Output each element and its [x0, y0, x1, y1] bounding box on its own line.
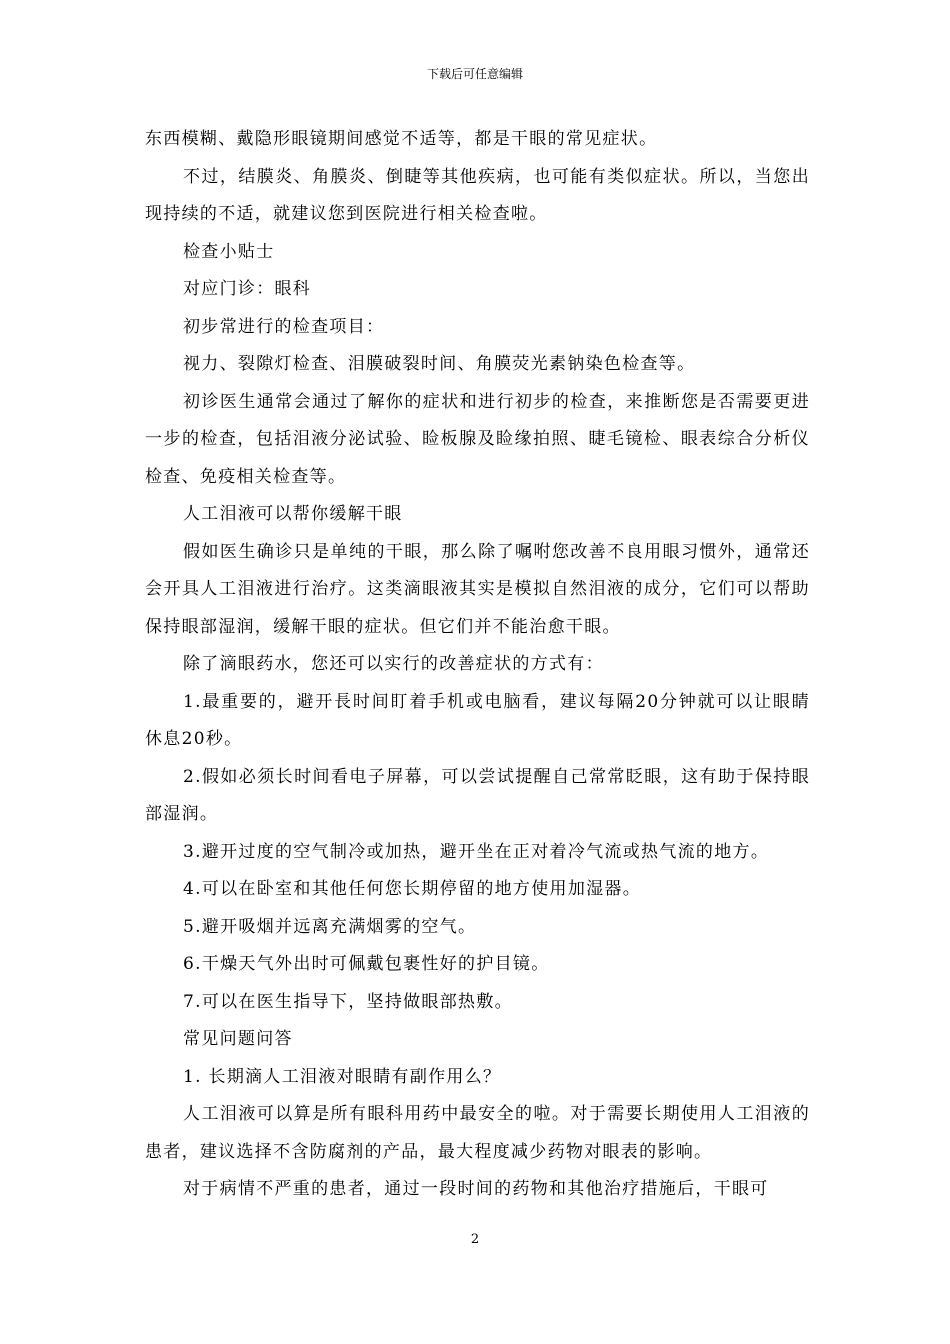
- page-number: 2: [470, 1232, 480, 1247]
- paragraph: 对应门诊：眼科: [183, 279, 312, 299]
- list-item: 3.避开过度的空气制冷或加热，避开坐在正对着冷气流或热气流的地方。: [183, 841, 770, 862]
- section-heading: 常见问题问答: [183, 1029, 293, 1049]
- paragraph: 初诊医生通常会通过了解你的症状和进行初步的检查，来推断您是否需要更进一步的检查，包括泪液分泌试验、睑板腺及睑缘拍照、睫毛镜检、眼表综合分析仪检查、免疫相关检查等。: [145, 391, 810, 487]
- list-item: 1.最重要的，避开長时间盯着手机或电脑看，建议每隔20分钟就可以让眼睛休息20秒。: [145, 691, 810, 749]
- section-heading: 检查小贴士: [183, 241, 275, 262]
- list-item: 5.避开吸烟并远离充满烟雾的空气。: [183, 916, 477, 937]
- paragraph: 人工泪液可以算是所有眼科用药中最安全的啦。对于需要长期使用人工泪液的患者，建议选择不含防腐剂的产品，最大程度减少药物对眼表的影响。: [145, 1104, 810, 1162]
- page-header: 下载后可任意编辑: [426, 67, 523, 81]
- paragraph: 不过，结膜炎、角膜炎、倒睫等其他疾病，也可能有类似症状。所以，当您出现持续的不适，就建议您到医院进行相关检查啦。: [145, 166, 810, 224]
- paragraph: 对于病情不严重的患者，通过一段时间的药物和其他治疗措施后，干眼可: [183, 1179, 769, 1199]
- list-item: 7.可以在医生指导下，坚持做眼部热敷。: [183, 991, 513, 1012]
- question: 1. 长期滴人工泪液对眼睛有副作用么？: [183, 1066, 502, 1087]
- paragraph: 假如医生确诊只是单纯的干眼，那么除了嘱咐您改善不良用眼习惯外，通常还会开具人工泪液进行治疗。这类滴眼液其实是模拟自然泪液的成分，它们可以帮助保持眼部湿润，缓解干眼的症状。但它们并不能治愈干眼。: [145, 541, 810, 637]
- paragraph: 除了滴眼药水，您还可以实行的改善症状的方式有：: [183, 654, 604, 674]
- paragraph: 视力、裂隙灯检查、泪膜破裂时间、角膜荧光素钠染色检查等。: [183, 354, 696, 374]
- list-item: 6.干燥天气外出时可佩戴包裹性好的护目镜。: [183, 954, 550, 974]
- paragraph: 东西模糊、戴隐形眼镜期间感觉不适等，都是干眼的常见症状。: [145, 129, 658, 149]
- list-item: 4.可以在卧室和其他任何您长期停留的地方使用加湿器。: [183, 879, 642, 899]
- paragraph: 初步常进行的检查项目：: [183, 316, 385, 337]
- list-item: 2.假如必须长时间看电子屏幕，可以尝试提醒自己常常眨眼，这有助于保持眼部湿润。: [145, 766, 810, 824]
- document-body: [145, 121, 810, 1209]
- section-heading: 人工泪液可以帮你缓解干眼: [183, 504, 403, 524]
